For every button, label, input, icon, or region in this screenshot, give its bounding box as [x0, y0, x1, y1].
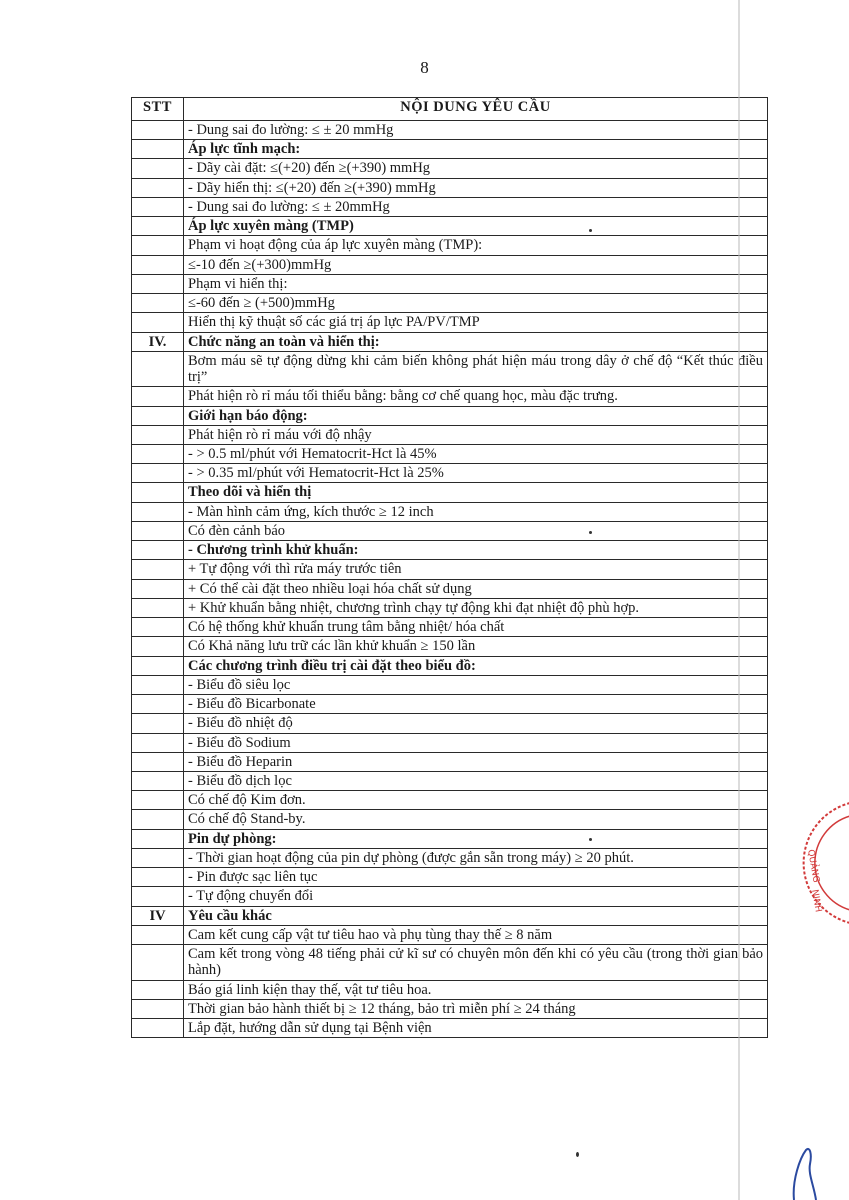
requirement-text: - Biểu đồ Sodium	[184, 733, 768, 752]
requirement-text: Có Khả năng lưu trữ các lần khử khuẩn ≥ 150 lần	[184, 637, 768, 656]
table-row	[132, 637, 768, 656]
stt-cell	[132, 848, 184, 867]
stt-cell	[132, 236, 184, 255]
header-content: NỘI DUNG YÊU CẦU	[184, 98, 768, 121]
scan-dot	[589, 838, 592, 841]
table-row	[132, 274, 768, 293]
table-row	[132, 771, 768, 790]
scan-dot	[576, 1152, 579, 1157]
red-seal-stamp	[778, 798, 849, 928]
stt-cell	[132, 618, 184, 637]
stt-cell	[132, 560, 184, 579]
margin-line	[738, 0, 740, 1200]
stt-cell	[132, 313, 184, 332]
requirement-text: ≤-10 đến ≥(+300)mmHg	[184, 255, 768, 274]
requirement-text: Phạm vi hoạt động của áp lực xuyên màng (TMP):	[184, 236, 768, 255]
requirement-text: + Tự động với thì rửa máy trước tiên	[184, 560, 768, 579]
scan-dot	[589, 229, 592, 232]
page-number: 8	[420, 58, 429, 77]
table-row	[132, 848, 768, 867]
table-row	[132, 425, 768, 444]
requirement-text: Phát hiện rò rỉ máu với độ nhậy	[184, 425, 768, 444]
stt-cell	[132, 733, 184, 752]
stt-cell	[132, 274, 184, 293]
table-row	[132, 887, 768, 906]
stt-cell	[132, 521, 184, 540]
table-row	[132, 980, 768, 999]
table-row	[132, 444, 768, 463]
stt-cell	[132, 217, 184, 236]
requirement-text: - Biểu đồ dịch lọc	[184, 771, 768, 790]
requirement-text: Phạm vi hiển thị:	[184, 274, 768, 293]
requirement-text: - Dung sai đo lường: ≤ ± 20 mmHg	[184, 121, 768, 140]
table-row	[132, 598, 768, 617]
stt-cell	[132, 868, 184, 887]
requirement-text: - Dung sai đo lường: ≤ ± 20mmHg	[184, 197, 768, 216]
requirement-text: - > 0.5 ml/phút với Hematocrit-Hct là 45%	[184, 444, 768, 463]
stt-cell	[132, 771, 184, 790]
table-row	[132, 1019, 768, 1038]
stt-cell	[132, 121, 184, 140]
stt-cell	[132, 579, 184, 598]
requirement-text: Có chế độ Stand-by.	[184, 810, 768, 829]
stt-cell	[132, 637, 184, 656]
table-row	[132, 236, 768, 255]
table-row	[132, 868, 768, 887]
header-stt: STT	[132, 98, 184, 121]
section-title: Pin dự phòng:	[184, 829, 768, 848]
stt-cell	[132, 999, 184, 1018]
requirement-text: - Dãy cài đặt: ≤(+20) đến ≥(+390) mmHg	[184, 159, 768, 178]
section-title: Áp lực tĩnh mạch:	[184, 140, 768, 159]
table-row	[132, 714, 768, 733]
svg-text:NINH: NINH	[809, 888, 823, 914]
requirement-text: - Dãy hiển thị: ≤(+20) đến ≥(+390) mmHg	[184, 178, 768, 197]
stt-cell	[132, 598, 184, 617]
requirement-text: - Biểu đồ nhiệt độ	[184, 714, 768, 733]
requirement-text: Có hệ thống khử khuẩn trung tâm bằng nhiệt/ hóa chất	[184, 618, 768, 637]
section-header-row	[132, 140, 768, 159]
stt-cell	[132, 675, 184, 694]
table-row	[132, 791, 768, 810]
section-header-row	[132, 217, 768, 236]
table-row	[132, 502, 768, 521]
section-header-row	[132, 406, 768, 425]
requirement-text: Bơm máu sẽ tự động dừng khi cảm biến không phát hiện máu trong dây ở chế độ “Kết thúc điều trị”	[184, 351, 768, 386]
requirement-text: + Có thể cài đặt theo nhiều loại hóa chất sử dụng	[184, 579, 768, 598]
requirement-text: Có chế độ Kim đơn.	[184, 791, 768, 810]
table-row	[132, 313, 768, 332]
requirement-text: - Tự động chuyển đổi	[184, 887, 768, 906]
table-row	[132, 999, 768, 1018]
table-row	[132, 121, 768, 140]
stt-cell	[132, 810, 184, 829]
table-header-row	[132, 98, 768, 121]
section-header-row	[132, 483, 768, 502]
section-header-row	[132, 332, 768, 351]
table-row	[132, 579, 768, 598]
stt-cell	[132, 656, 184, 675]
stt-cell	[132, 255, 184, 274]
requirement-text: + Khử khuẩn bằng nhiệt, chương trình chạy tự động khi đạt nhiệt độ phù hợp.	[184, 598, 768, 617]
stt-cell	[132, 351, 184, 386]
table-row	[132, 560, 768, 579]
table-row	[132, 810, 768, 829]
stt-cell	[132, 197, 184, 216]
table-row	[132, 618, 768, 637]
section-title: Các chương trình điều trị cài đặt theo biểu đồ:	[184, 656, 768, 675]
section-title: Chức năng an toàn và hiển thị:	[184, 332, 768, 351]
requirement-text: Cam kết trong vòng 48 tiếng phải cử kĩ sư có chuyên môn đến khi có yêu cầu (trong thời gian bảo hành)	[184, 945, 768, 980]
table-row	[132, 733, 768, 752]
requirement-text: Có đèn cảnh báo	[184, 521, 768, 540]
stt-cell	[132, 752, 184, 771]
stt-cell	[132, 980, 184, 999]
table-row	[132, 255, 768, 274]
requirement-text: - Biểu đồ Heparin	[184, 752, 768, 771]
stt-cell	[132, 925, 184, 944]
table-row	[132, 197, 768, 216]
requirement-text: Thời gian bảo hành thiết bị ≥ 12 tháng, bảo trì miễn phí ≥ 24 tháng	[184, 999, 768, 1018]
stt-cell	[132, 1019, 184, 1038]
requirement-text: - > 0.35 ml/phút với Hematocrit-Hct là 25%	[184, 464, 768, 483]
section-title: Theo dõi và hiển thị	[184, 483, 768, 502]
stt-cell	[132, 140, 184, 159]
stt-cell	[132, 444, 184, 463]
stt-cell	[132, 714, 184, 733]
table-row	[132, 752, 768, 771]
requirement-text: ≤-60 đến ≥ (+500)mmHg	[184, 294, 768, 313]
stt-cell	[132, 464, 184, 483]
requirement-text: Hiển thị kỹ thuật số các giá trị áp lực PA/PV/TMP	[184, 313, 768, 332]
stt-cell	[132, 502, 184, 521]
stt-cell	[132, 159, 184, 178]
stt-cell	[132, 945, 184, 980]
requirement-text: - Biểu đồ siêu lọc	[184, 675, 768, 694]
table-row	[132, 159, 768, 178]
table-row	[132, 521, 768, 540]
table-row	[132, 925, 768, 944]
requirement-text: Phát hiện rò rỉ máu tối thiểu bằng: bằng cơ chế quang học, màu đặc trưng.	[184, 387, 768, 406]
stt-cell	[132, 387, 184, 406]
requirement-text: Báo giá linh kiện thay thế, vật tư tiêu hoa.	[184, 980, 768, 999]
section-title: - Chương trình khử khuẩn:	[184, 541, 768, 560]
section-header-row	[132, 829, 768, 848]
table-row	[132, 178, 768, 197]
scan-dot	[589, 531, 592, 534]
stt-cell	[132, 294, 184, 313]
table-row	[132, 294, 768, 313]
stt-cell	[132, 887, 184, 906]
stt-cell	[132, 406, 184, 425]
table-row	[132, 387, 768, 406]
table-row	[132, 945, 768, 980]
requirements-table	[131, 97, 768, 1038]
requirement-text: Lắp đặt, hướng dẫn sử dụng tại Bệnh viện	[184, 1019, 768, 1038]
stt-cell	[132, 483, 184, 502]
section-header-row	[132, 906, 768, 925]
requirement-text: - Biểu đồ Bicarbonate	[184, 695, 768, 714]
svg-text:QUẢNG: QUẢNG	[805, 848, 821, 884]
table-row	[132, 695, 768, 714]
section-header-row	[132, 656, 768, 675]
stt-cell	[132, 695, 184, 714]
requirement-text: Cam kết cung cấp vật tư tiêu hao và phụ tùng thay thế ≥ 8 năm	[184, 925, 768, 944]
requirement-text: - Màn hình cảm ứng, kích thước ≥ 12 inch	[184, 502, 768, 521]
stt-cell	[132, 829, 184, 848]
requirement-text: - Thời gian hoạt động của pin dự phòng (được gắn sẵn trong máy) ≥ 20 phút.	[184, 848, 768, 867]
stt-cell	[132, 425, 184, 444]
section-header-row	[132, 541, 768, 560]
section-title: Áp lực xuyên màng (TMP)	[184, 217, 768, 236]
section-title: Giới hạn báo động:	[184, 406, 768, 425]
pen-mark	[788, 1140, 818, 1200]
table-row	[132, 464, 768, 483]
stt-cell: IV.	[132, 332, 184, 351]
stt-cell	[132, 791, 184, 810]
table-body	[132, 121, 768, 1038]
stt-cell	[132, 541, 184, 560]
stt-cell: IV	[132, 906, 184, 925]
table-row	[132, 675, 768, 694]
requirement-text: - Pin được sạc liên tục	[184, 868, 768, 887]
table-row	[132, 351, 768, 386]
section-title: Yêu cầu khác	[184, 906, 768, 925]
stt-cell	[132, 178, 184, 197]
